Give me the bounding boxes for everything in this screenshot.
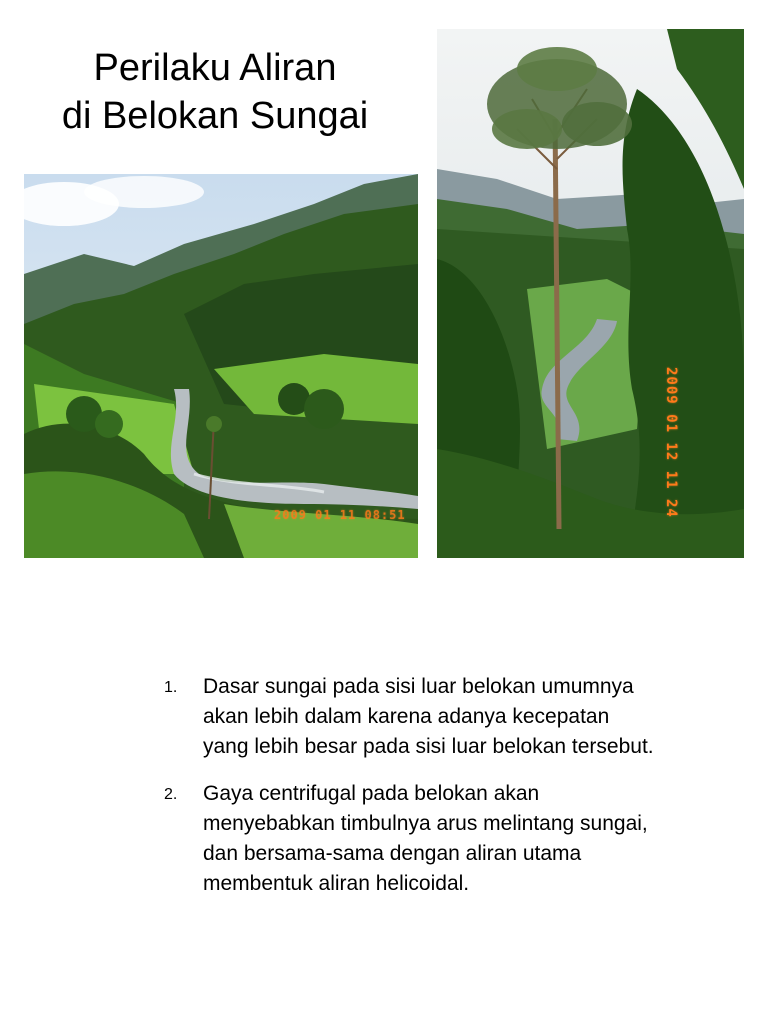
slide-title-line-1: Perilaku Aliran (93, 47, 337, 89)
list-item-number: 2. (164, 786, 178, 803)
slide-title (20, 44, 410, 140)
photo-date-stamp: 2009 01 12 11 24 (663, 367, 679, 518)
river-valley-photo (24, 174, 418, 558)
list-item-text: Gaya centrifugal pada belokan akan menyebabkan timbulnya arus melintang sungai, dan bersama-sama dengan aliran utama membentuk aliran helicoidal. (203, 782, 648, 895)
list-item (160, 672, 660, 762)
photo-date-stamp: 2009 01 11 08:51 (274, 508, 406, 522)
tall-tree-illustration (437, 29, 744, 558)
tall-tree-river-photo (437, 29, 744, 558)
list-item-text: Dasar sungai pada sisi luar belokan umumnya akan lebih dalam karena adanya kecepatan yang lebih besar pada sisi luar belokan tersebut. (203, 675, 654, 758)
slide-title-line-2: di Belokan Sungai (61, 95, 369, 137)
list-item-number: 1. (164, 679, 178, 696)
list-item (160, 779, 660, 899)
river-valley-illustration (24, 174, 418, 558)
explanation-list (160, 672, 660, 916)
